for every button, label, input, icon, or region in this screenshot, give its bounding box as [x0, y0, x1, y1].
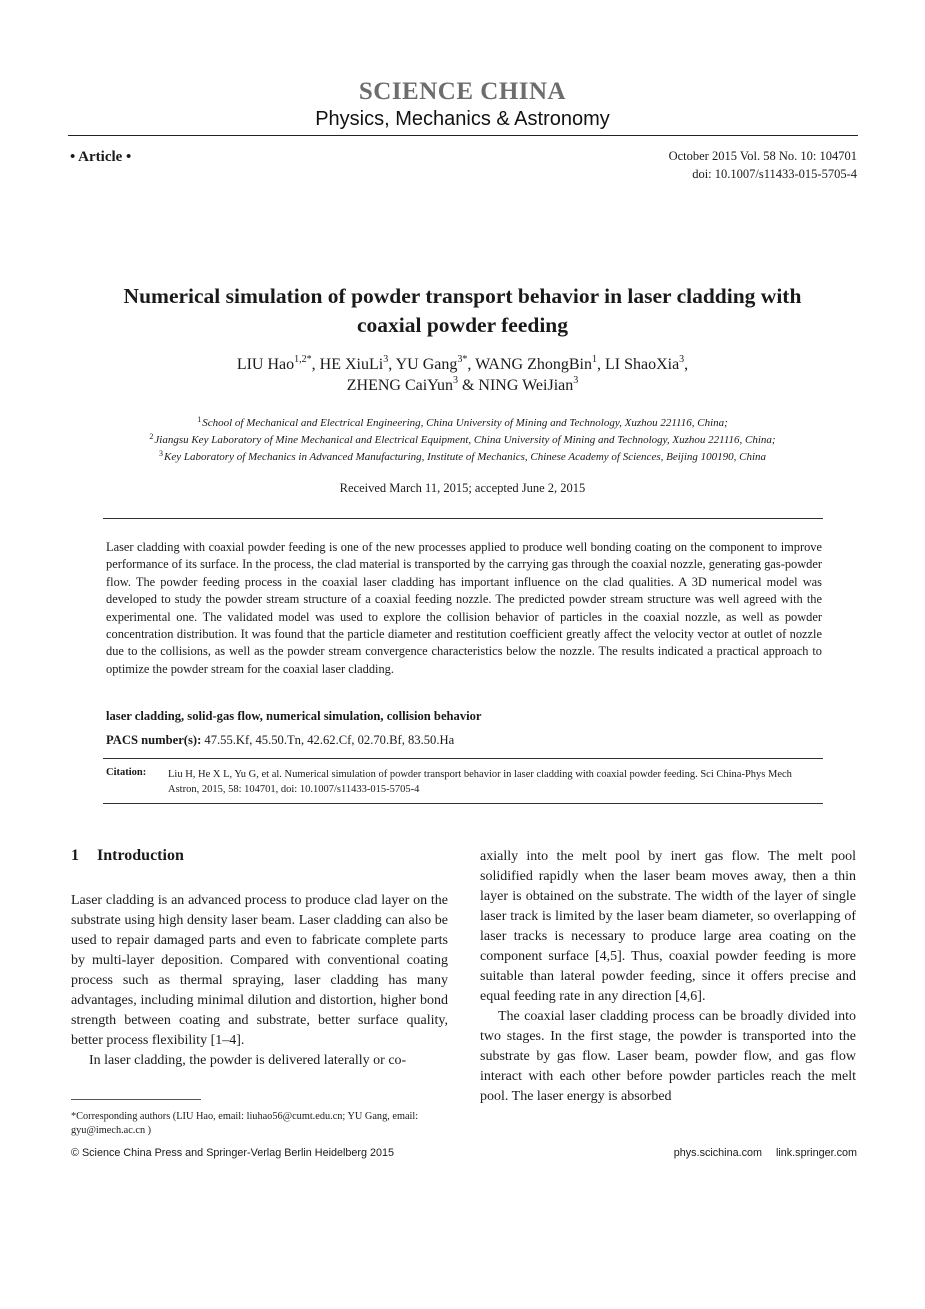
pacs-label: PACS number(s): — [106, 733, 202, 747]
journal-name: SCIENCE CHINA — [358, 78, 567, 105]
author-separator: & — [457, 377, 479, 394]
affiliation-number: 2 — [149, 432, 154, 441]
affiliation-number: 3 — [158, 449, 163, 458]
corresponding-author-footnote: *Corresponding authors (LIU Hao, email: liuhao56@cumt.edu.cn; YU Gang, email: gyu@imech.ac.cn ) — [71, 1111, 419, 1136]
citation-top-rule — [103, 758, 823, 759]
author-name: LI ShaoXia — [604, 356, 680, 373]
affiliation-number: 1 — [197, 415, 202, 424]
footnote-divider — [71, 1099, 201, 1100]
pacs-values: 47.55.Kf, 45.50.Tn, 42.62.Cf, 02.70.Bf, 83.50.Ha — [204, 733, 455, 747]
author-separator: , — [311, 356, 320, 373]
paper-title: Numerical simulation of powder transport behavior in laser cladding with coaxial powder feeding — [123, 284, 802, 337]
affiliation-text: Jiangsu Key Laboratory of Mine Mechanical and Electrical Equipment, China University of Mining and Technology, Xuzhou 221116, China; — [154, 434, 776, 446]
section-heading — [71, 847, 184, 865]
section-title: Introduction — [97, 847, 184, 864]
author-name: NING WeiJian — [478, 377, 574, 394]
author-name: YU Gang — [395, 356, 458, 373]
abstract: Laser cladding with coaxial powder feeding is one of the new processes applied to produce well bonding coating on the component to improve performance of its surface. In the process, the clad material is transported by the carrying gas through the coaxial nozzle, generating gas-powder flow. The powder feeding process in the coaxial laser cladding has important influence on the clad qualities. A 3D numerical model was developed to study the powder stream structure of a coaxial feeding nozzle. The predicted powder stream structure was well agreed with the experimental one. The validated model was used to explore the collision behavior of particles in the coaxial nozzle, as well as powder concentration distribution. It was found that the particle diameter and restitution coefficient greatly affect the velocity vector at outlet of nozzle due to the collisions, as well as the powder stream convergence characteristics below the nozzle. The results indicated a practical approach to optimize the powder stream for the coaxial laser cladding. — [106, 540, 822, 676]
author-name: WANG ZhongBin — [475, 356, 592, 373]
article-type-label: • Article • — [70, 149, 132, 165]
author-affiliation-mark: 1,2* — [294, 354, 312, 365]
author-name: LIU Hao — [236, 356, 295, 373]
paragraph: axially into the melt pool by inert gas flow. The melt pool solidified rapidly when the laser beam moves away, then a thin layer is obtained on the substrate. The width of the layer of single laser track is limited by the laser beam diameter, so overlapping of laser tracks is necessary to produce large area coating on the component surface [4,5]. Thus, coaxial powder feeding is more suitable than lateral powder feeding, since it offers precise and equal feeding rate in any direction [4,6]. — [480, 849, 856, 1004]
doi-label: doi: 10.1007/s11433-015-5705-4 — [692, 167, 857, 181]
paragraph: The coaxial laser cladding process can be broadly divided into two stages. In the first stage, the powder is transported into the substrate by gas flow. Laser beam, powder flow, and gas flow interact with each other before powder particles reach the melt pool. The laser energy is absorbed — [480, 1009, 856, 1104]
author-separator: , — [684, 356, 689, 373]
left-column — [71, 891, 448, 1071]
affiliation-3 — [40, 451, 885, 463]
citation-label: Citation: — [106, 767, 147, 778]
author-affiliation-mark: 3 — [679, 354, 685, 365]
paragraph: In laser cladding, the powder is delivered laterally or co- — [89, 1053, 407, 1068]
right-column — [480, 847, 856, 1107]
author-list — [100, 354, 825, 396]
copyright-notice: © Science China Press and Springer-Verlag Berlin Heidelberg 2015 — [71, 1147, 395, 1159]
keywords: laser cladding, solid-gas flow, numerical simulation, collision behavior — [106, 709, 482, 723]
author-separator: , — [467, 356, 476, 373]
masthead-divider — [68, 135, 858, 136]
springer-link[interactable]: link.springer.com — [775, 1147, 857, 1159]
author-affiliation-mark: 3 — [573, 375, 579, 386]
author-separator: , — [596, 356, 605, 373]
author-name: ZHENG CaiYun — [346, 377, 453, 394]
citation-bottom-rule — [103, 803, 823, 804]
affiliation-2 — [40, 434, 885, 446]
author-name: HE XiuLi — [319, 356, 384, 373]
journal-subtitle: Physics, Mechanics & Astronomy — [315, 108, 610, 130]
author-affiliation-mark: 3* — [457, 354, 468, 365]
author-separator: , — [388, 356, 396, 373]
affiliation-text: School of Mechanical and Electrical Engineering, China University of Mining and Technology, Xuzhou 221116, China; — [202, 417, 728, 429]
citation-text: Liu H, He X L, Yu G, et al. Numerical simulation of powder transport behavior in laser cladding with coaxial powder feeding. Sci China-Phys Mech Astron, 2015, 58: 104701, doi: 10.1007/s11433-015-5705-4 — [168, 769, 792, 795]
affiliation-1 — [40, 417, 885, 429]
author-affiliation-mark: 1 — [591, 354, 597, 365]
issue-info: October 2015 Vol. 58 No. 10: 104701 — [668, 149, 857, 163]
paragraph: Laser cladding is an advanced process to produce clad layer on the substrate using high density laser beam. Laser cladding can also be used to repair damaged parts and even to fabricate complete parts by multi-layer deposition. Compared with conventional coating process such as thermal spraying, laser cladding has many advantages, including minimal dilution and distortion, higher bond strength between coating and substrate, better surface quality, better process flexibility [1–4]. — [71, 893, 448, 1048]
author-affiliation-mark: 3 — [452, 375, 458, 386]
section-number: 1 — [71, 847, 79, 864]
journal-website-link[interactable]: phys.scichina.com — [673, 1147, 762, 1159]
pacs-numbers — [106, 733, 454, 748]
footer-links — [674, 1147, 857, 1159]
affiliation-text: Key Laboratory of Mechanics in Advanced Manufacturing, Institute of Mechanics, Chinese Academy of Sciences, Beijing 100190, China — [163, 451, 767, 463]
received-dates: Received March 11, 2015; accepted June 2, 2015 — [339, 481, 586, 495]
abstract-top-rule — [103, 518, 823, 519]
author-affiliation-mark: 3 — [383, 354, 389, 365]
